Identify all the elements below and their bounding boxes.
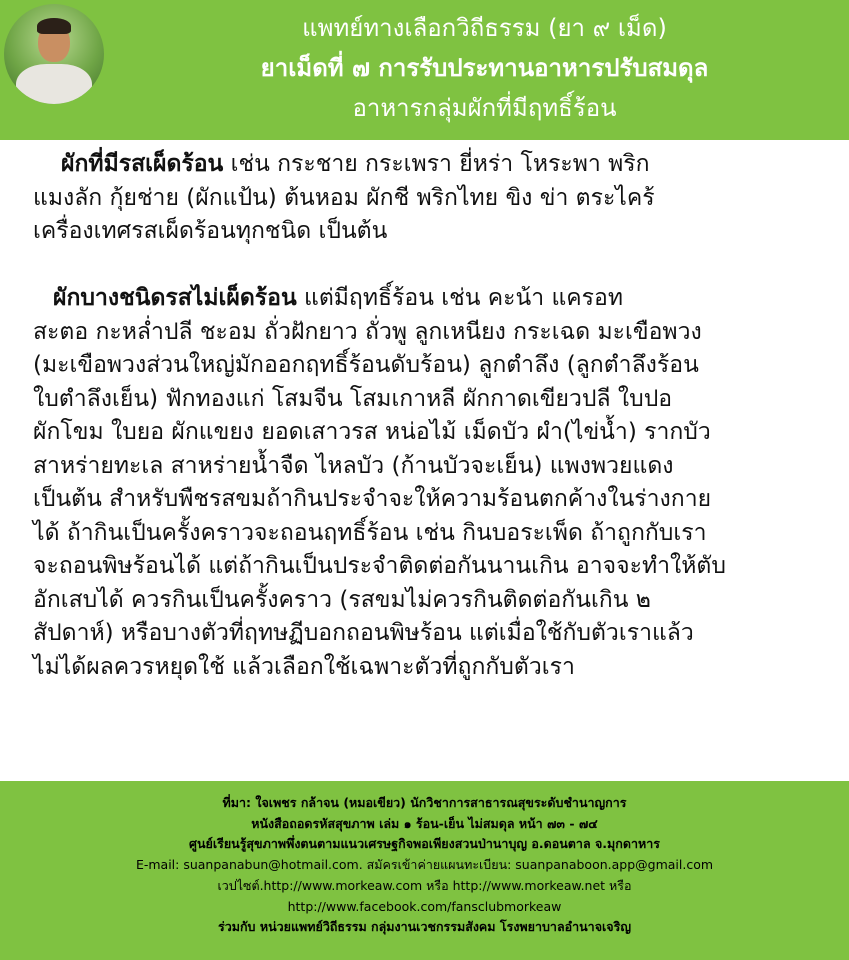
- source-line: ที่มา: ใจเพชร กล้าจน (หมอเขียว) นักวิชาการสาธารณสุขระดับชำนาญการ: [222, 795, 627, 810]
- header-title-block: [120, 8, 849, 128]
- paragraph-1-text: เช่น กระชาย กระเพรา ยี่หร่า โหระพา พริก แมงลัก กุ้ยช่าย (ผักแป้น) ต้นหอม ผักชี พริกไทย ขิง ข่า ตระไคร้ เครื่องเทศรสเผ็ดร้อนทุกชนิด เป็นต้น: [33, 151, 655, 244]
- header-banner: [0, 0, 849, 140]
- source-line-facebook: http://www.facebook.com/fansclubmorkeaw: [287, 898, 562, 914]
- paragraph-1-lead: ผักที่มีรสเผ็ดร้อน: [61, 151, 224, 177]
- source-line: ร่วมกับ หน่วยแพทย์วิถีธรรม กลุ่มงานเวชกรรมสังคม โรงพยาบาลอำนาจเจริญ: [218, 919, 631, 935]
- author-avatar: [4, 4, 104, 104]
- avatar-hair: [37, 18, 71, 34]
- avatar-shirt: [16, 64, 92, 104]
- paragraph-2-lead: ผักบางชนิดรสไม่เผ็ดร้อน: [53, 285, 297, 311]
- source-block: [0, 793, 849, 938]
- source-line-email: E-mail: suanpanabun@hotmail.com. สมัครเข้าค่ายแผนทะเบียน: suanpanaboon.app@gmail.com: [135, 857, 714, 873]
- paragraph-spicy-vegetables: [33, 148, 833, 249]
- source-line: ศูนย์เรียนรู้สุขภาพพึ่งตนตามแนวเศรษฐกิจพอเพียงสวนป่านาบุญ อ.ดอนตาล จ.มุกดาหาร: [189, 836, 660, 852]
- source-line: หนังสือถอดรหัสสุขภาพ เล่ม ๑ ร้อน-เย็น ไม่สมดุล หน้า ๗๓ - ๗๔: [251, 815, 598, 831]
- source-line-website: เวปไซต์.http://www.morkeaw.com หรือ http://www.morkeaw.net หรือ: [217, 877, 632, 893]
- header-line-1: แพทย์ทางเลือกวิถีธรรม (ยา ๙ เม็ด): [302, 14, 667, 42]
- footer-source: [0, 781, 849, 960]
- header-line-2: ยาเม็ดที่ ๗ การรับประทานอาหารปรับสมดุล: [260, 54, 709, 82]
- paragraph-hot-vegetables: [33, 282, 833, 684]
- paragraph-2-text: แต่มีฤทธิ์ร้อน เช่น คะน้า แครอท สะตอ กะหล่ำปลี ชะอม ถั่วฝักยาว ถั่วพู ลูกเหนียง กระเฉด มะเขือพวง (มะเขือพวงส่วนใหญ่มักออกฤทธิ์ร้อนดับร้อน) ลูกตำลึง (ลูกตำลึงร้อน ใบตำลึงเย็น) ฟักทองแก่ โสมจีน โสมเกาหลี ผักกาดเขียวปลี ใบปอ ผักโขม ใบยอ ผักแขยง ยอดเสาวรส หน่อไม้ เม็ดบัว ผำ(ไข่น้ำ) รากบัว สาหร่ายทะเล สาหร่ายน้ำจืด ไหลบัว (ก้านบัวจะเย็น) แพงพวยแดง เป็นต้น สำหรับพืชรสขมถ้ากินประจำจะให้ความร้อนตกค้างในร่างกาย ได้ ถ้ากินเป็นครั้งคราวจะถอนฤทธิ์ร้อน เช่น กินบอระเพ็ด ถ้าถูกกับเรา จะถอนพิษร้อนได้ แต่ถ้ากินเป็นประจำติดต่อกันนานเกิน อาจจะทำให้ตับ อักเสบได้ ควรกินเป็นครั้งคราว (รสขมไม่ควรกินติดต่อกันเกิน ๒ สัปดาห์) หรือบางตัวที่ฤทษฏีบอกถอนพิษร้อน แต่เมื่อใช้กับตัวเราแล้ว ไม่ได้ผลควรหยุดใช้ แล้วเลือกใช้เฉพาะตัวที่ถูกกับตัวเรา: [33, 285, 726, 680]
- content-panel: [0, 140, 849, 781]
- header-line-3: อาหารกลุ่มผักที่มีฤทธิ์ร้อน: [352, 94, 617, 122]
